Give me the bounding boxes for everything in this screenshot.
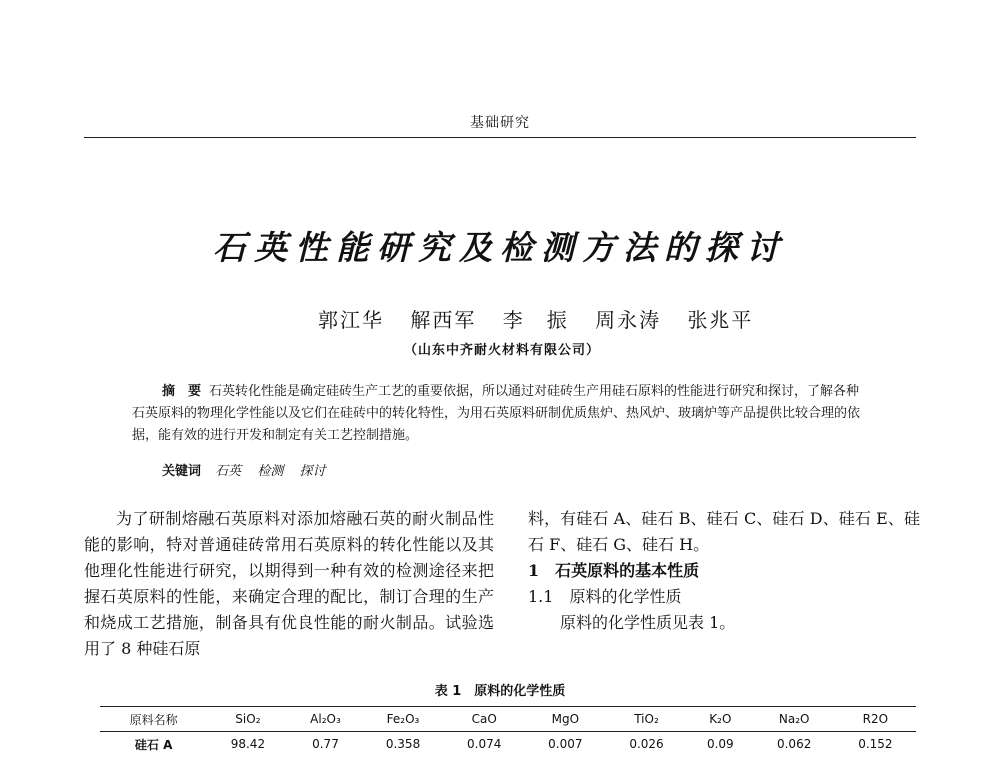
paper-title: 石英性能研究及检测方法的探讨 (213, 228, 787, 267)
abstract-label: 摘 要 (162, 384, 202, 399)
author-name: 周永涛 (595, 308, 662, 332)
table-header-cell: R2O (862, 712, 889, 726)
table-cell: 0.77 (312, 737, 339, 751)
table-header-cell: Fe₂O₃ (386, 712, 420, 726)
chemical-composition-table (100, 706, 916, 756)
table-cell: 0.074 (467, 737, 502, 751)
table-header-cell: Al₂O₃ (310, 712, 341, 726)
author-name: 郭江华 (318, 308, 384, 332)
table-header-row (100, 707, 916, 732)
table-cell: 98.42 (230, 737, 266, 751)
affiliation: （山东中齐耐火材料有限公司） (404, 343, 601, 358)
table-header-cell: CaO (471, 712, 497, 726)
table-cell: 0.358 (385, 737, 421, 751)
table-header-cell: MgO (551, 712, 580, 726)
section-heading: 1 石英原料的基本性质 (528, 561, 700, 580)
table-header-cell: 原料名称 (129, 712, 178, 727)
table-cell: 0.026 (629, 737, 664, 751)
table-header-cell: SiO₂ (235, 712, 261, 726)
header-rule (84, 137, 916, 138)
keyword: 探讨 (299, 464, 326, 479)
keyword: 检测 (257, 464, 284, 479)
abstract-text: 石英转化性能是确定硅砖生产工艺的重要依据，所以通过对硅砖生产用硅石原料的性能进行研究和探讨，了解各种石英原料的物理化学性能以及它们在硅砖中的转化特性，为用石英原料研制优质焦炉、热风炉、玻璃炉等产品提供比较合理的依据，能有效的进行开发和制定有关工艺控制措施。 (132, 384, 861, 443)
author-name: 李 振 (502, 308, 569, 332)
author-list (318, 304, 754, 333)
keywords (162, 460, 337, 479)
keywords-label: 关键词 (162, 464, 202, 479)
body-right-column (528, 506, 920, 636)
body-paragraph: 料，有硅石 A、硅石 B、硅石 C、硅石 D、硅石 E、硅石 F、硅石 G、硅石 H。 (528, 509, 920, 554)
author-name: 张兆平 (687, 308, 754, 332)
abstract (132, 381, 872, 447)
table-header-cell: K₂O (709, 712, 732, 726)
body-left-column: 为了研制熔融石英原料对添加熔融石英的耐火制品性能的影响，特对普通硅砖常用石英原料的转化性能以及其他理化性能进行研究，以期得到一种有效的检测途径来把握石英原料的性能，来确定合理的配比，制订合理的生产和烧成工艺措施，制备具有优良性能的耐火制品。试验选用了 8 种硅石原 (84, 509, 494, 658)
table-cell: 0.007 (548, 737, 583, 751)
body-paragraph: 原料的化学性质见表 1。 (560, 613, 736, 632)
table-cell: 0.09 (706, 737, 734, 751)
table-cell: 0.062 (776, 737, 812, 751)
table-caption: 表 1 原料的化学性质 (434, 684, 566, 699)
table-row (100, 732, 916, 757)
table-cell: 硅石 A (134, 737, 173, 752)
author-name: 解西军 (410, 308, 477, 332)
table-header-cell: Na₂O (778, 712, 810, 726)
table-header-cell: TiO₂ (634, 712, 659, 726)
journal-section-header: 基础研究 (470, 115, 530, 131)
table-cell: 0.152 (858, 737, 893, 751)
subsection-heading: 1.1 原料的化学性质 (528, 587, 682, 606)
keyword: 石英 (215, 464, 242, 479)
